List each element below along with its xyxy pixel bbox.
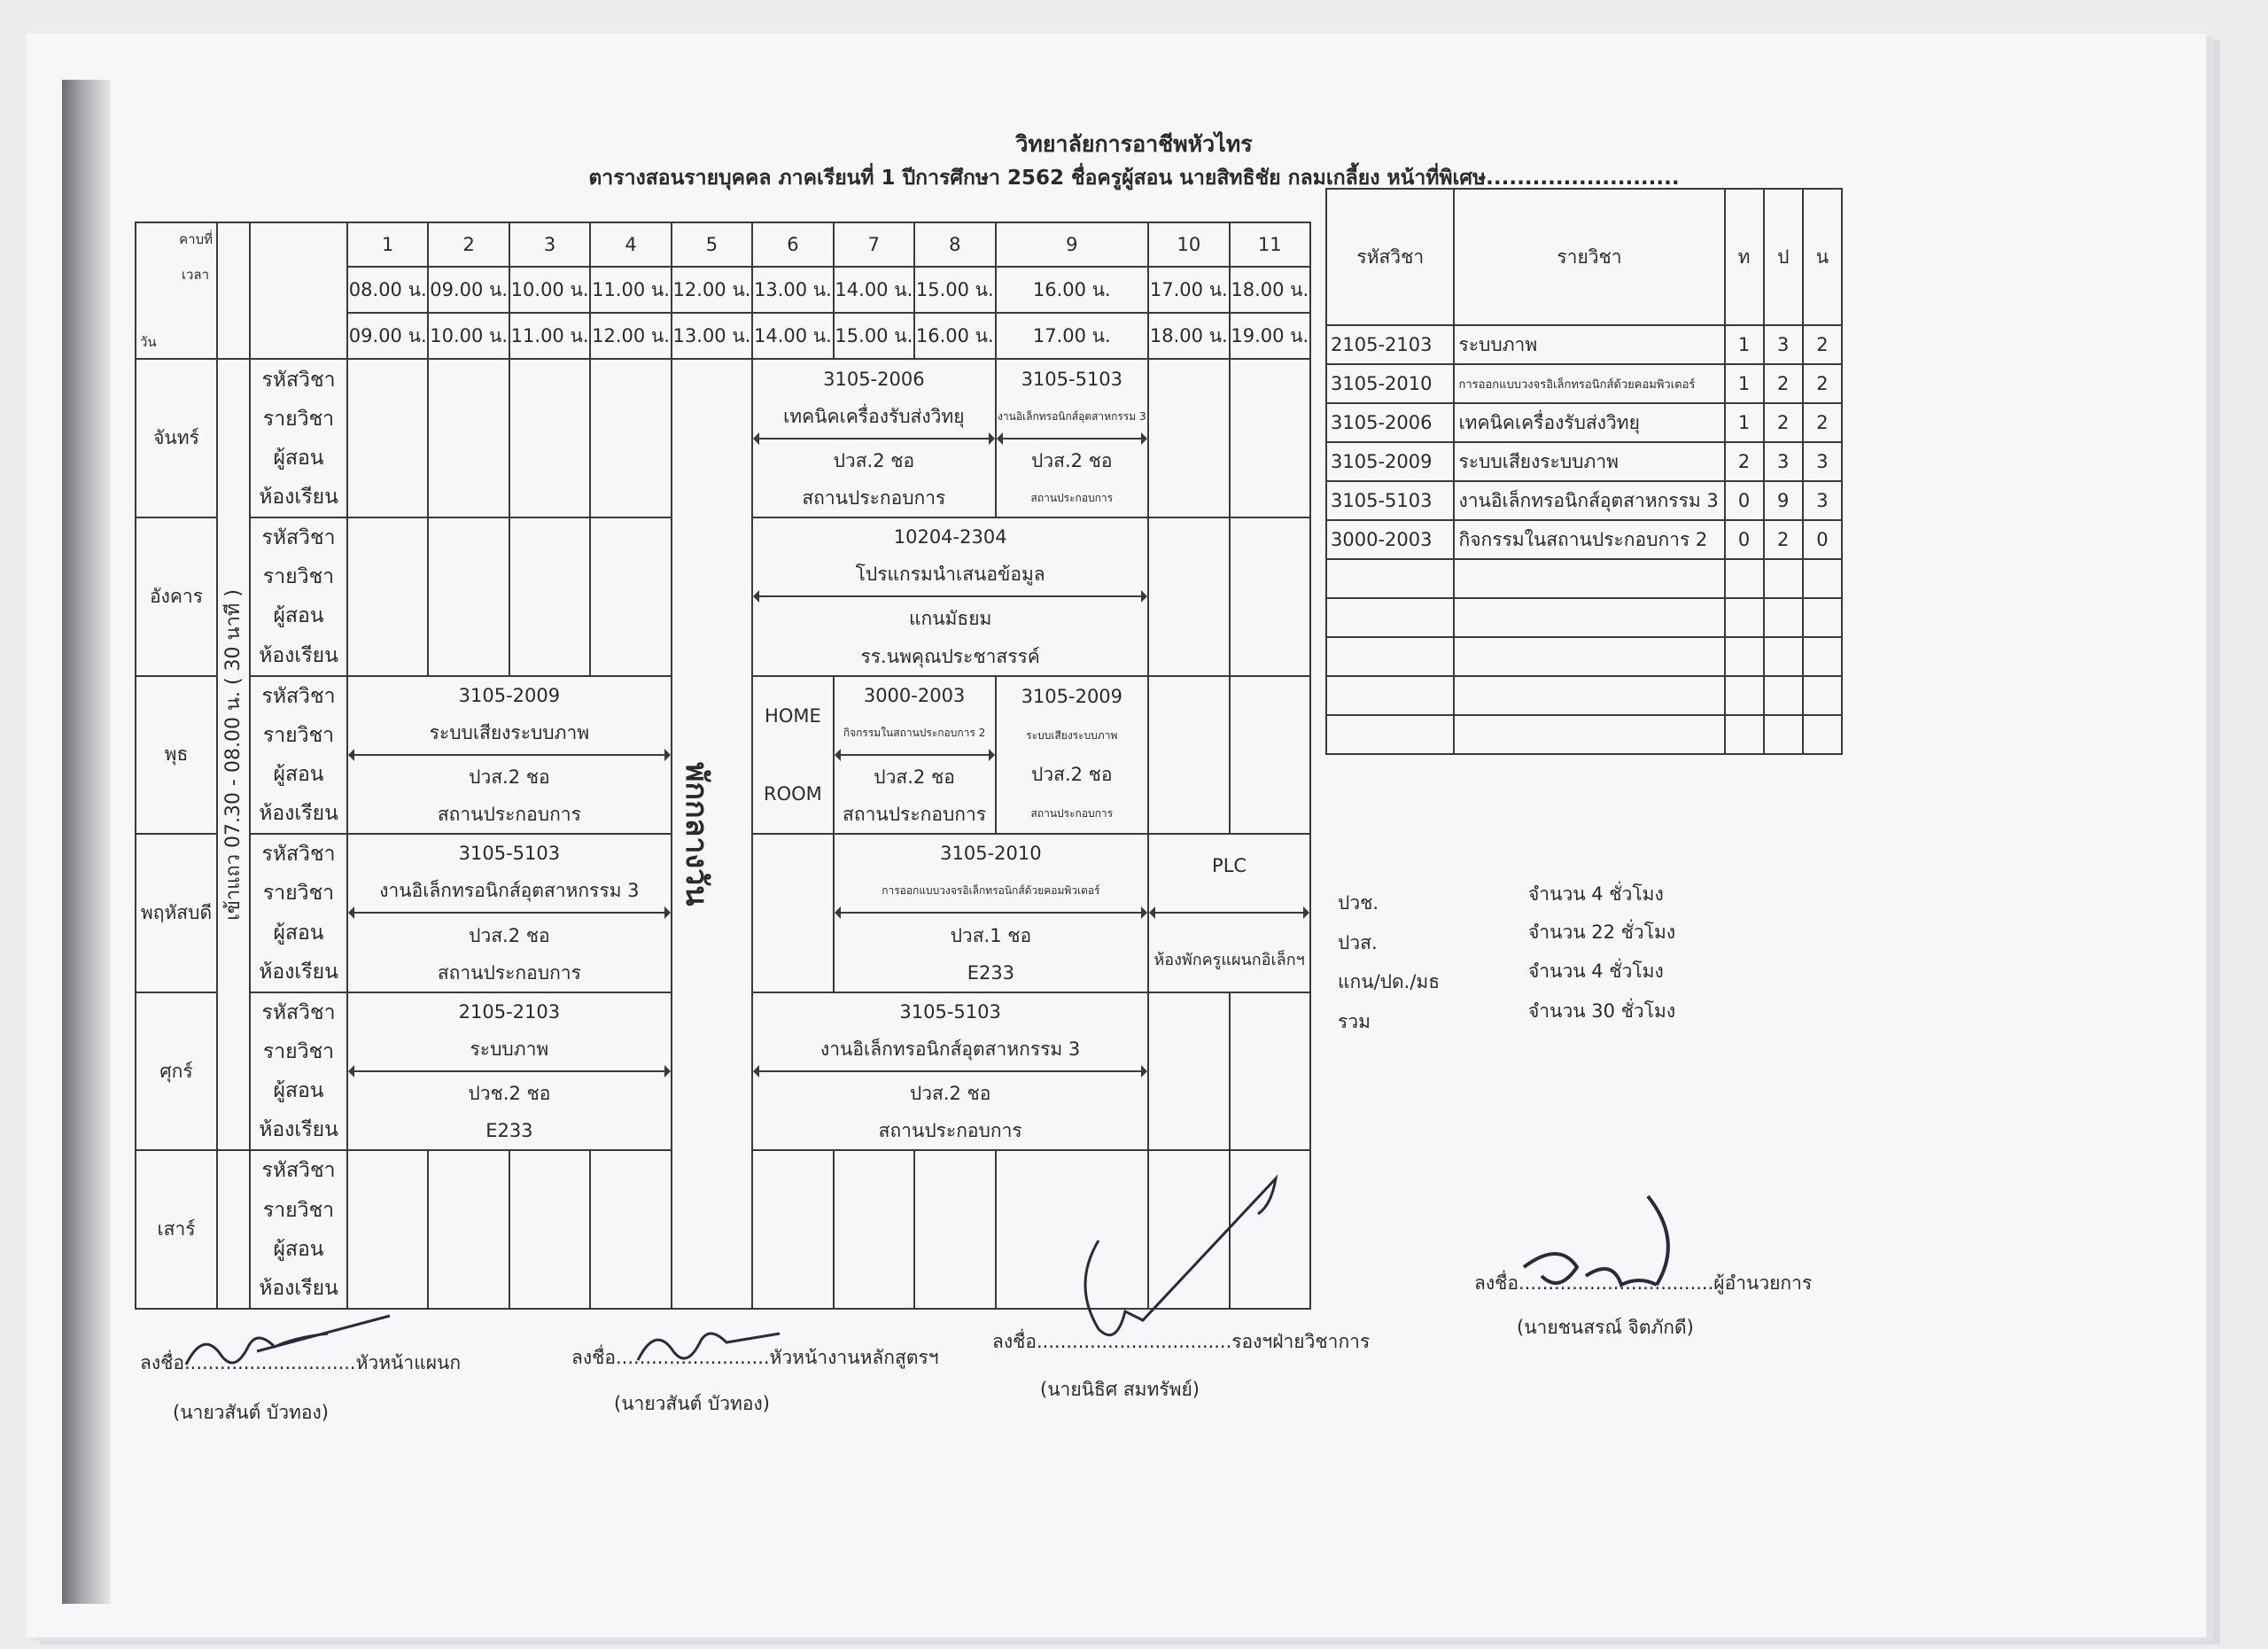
time-end-1: 09.00 น. bbox=[347, 313, 428, 359]
block-class: ปวส.2 ชอ bbox=[1031, 763, 1113, 785]
block-subject: ระบบเสียงระบบภาพ bbox=[1026, 728, 1118, 742]
homeroom-2: ROOM bbox=[764, 783, 822, 805]
summary-label: ปวช. bbox=[1338, 892, 1379, 914]
cell: 2105-2103 bbox=[1326, 325, 1454, 364]
cell: 2 bbox=[1803, 403, 1842, 442]
label-teacher: ผู้สอน bbox=[273, 762, 324, 786]
block-class: ปวส.2 ชอ bbox=[1031, 449, 1113, 471]
col-credit: น bbox=[1803, 189, 1842, 325]
time-start-6: 13.00 น. bbox=[752, 267, 833, 313]
block-code: 3105-5103 bbox=[458, 843, 561, 865]
label-subject: รายวิชา bbox=[262, 882, 335, 906]
label-room: ห้องเรียน bbox=[259, 1118, 338, 1142]
time-start-11: 18.00 น. bbox=[1230, 267, 1310, 313]
signer-name-dept-head: (นายวสันต์ บัวทอง) bbox=[173, 1402, 329, 1423]
period-4: 4 bbox=[590, 222, 671, 267]
label-teacher: ผู้สอน bbox=[273, 1079, 324, 1103]
time-start-7: 14.00 น. bbox=[834, 267, 914, 313]
summary-label: แกน/ปด./มธ bbox=[1338, 971, 1441, 992]
college-title: วิทยาลัยการอาชีพหัวไทร bbox=[1015, 131, 1253, 157]
cell: 2 bbox=[1803, 325, 1842, 364]
period-3: 3 bbox=[509, 222, 590, 267]
summary-value: จำนวน 4 ชั่วโมง bbox=[1528, 883, 1664, 905]
block-room: E233 bbox=[967, 961, 1015, 984]
summary-value: จำนวน 22 ชั่วโมง bbox=[1528, 922, 1676, 943]
cell: 3105-5103 bbox=[1326, 481, 1454, 520]
block-room: สถานประกอบการ bbox=[1030, 491, 1114, 504]
label-subject: รายวิชา bbox=[262, 1198, 335, 1222]
summary-value: จำนวน 30 ชั่วโมง bbox=[1528, 1000, 1676, 1022]
block-room: สถานประกอบการ bbox=[437, 804, 581, 826]
time-start-10: 17.00 น. bbox=[1148, 267, 1229, 313]
corner-time: เวลา bbox=[181, 267, 209, 283]
time-end-6: 14.00 น. bbox=[752, 313, 833, 359]
block-room: สถานประกอบการ bbox=[802, 486, 946, 509]
period-2: 2 bbox=[428, 222, 509, 267]
time-start-2: 09.00 น. bbox=[428, 267, 509, 313]
cell: 2 bbox=[1764, 403, 1803, 442]
col-subject: รายวิชา bbox=[1454, 189, 1724, 325]
time-end-10: 18.00 น. bbox=[1148, 313, 1229, 359]
time-end-4: 12.00 น. bbox=[590, 313, 671, 359]
cell: การออกแบบวงจรอิเล็กทรอนิกส์ด้วยคอมพิวเตอร์ bbox=[1454, 364, 1724, 403]
cell: ระบบภาพ bbox=[1454, 325, 1724, 364]
cell: 3 bbox=[1803, 442, 1842, 481]
morning-note: เข้าแถว 07.30 - 08.00 น. ( 30 นาที ) bbox=[222, 589, 245, 921]
col-theory: ท bbox=[1725, 189, 1764, 325]
cell: 9 bbox=[1764, 481, 1803, 520]
label-code: รหัสวิชา bbox=[261, 368, 336, 392]
block-class: ปวส.2 ชอ bbox=[469, 766, 550, 788]
time-start-8: 15.00 น. bbox=[914, 267, 995, 313]
cell: งานอิเล็กทรอนิกส์อุตสาหกรรม 3 bbox=[1454, 481, 1724, 520]
col-practice: ป bbox=[1764, 189, 1803, 325]
period-1: 1 bbox=[347, 222, 428, 267]
signature-3 bbox=[1085, 1178, 1276, 1335]
day-monday: จันทร์ bbox=[136, 359, 217, 517]
cell: กิจกรรมในสถานประกอบการ 2 bbox=[1454, 520, 1724, 559]
day-friday: ศุกร์ bbox=[136, 992, 217, 1151]
block-room: สถานประกอบการ bbox=[437, 961, 581, 984]
block-class: ปวส.2 ชอ bbox=[833, 449, 915, 471]
cell: 0 bbox=[1725, 481, 1764, 520]
summary-label: ปวส. bbox=[1338, 932, 1378, 953]
block-code: 3105-2010 bbox=[940, 843, 1042, 865]
block-class: ปวส.2 ชอ bbox=[909, 1083, 991, 1105]
signer-name-deputy: (นายนิธิศ สมทรัพย์) bbox=[1040, 1379, 1200, 1400]
block-subject: งานอิเล็กทรอนิกส์อุตสาหกรรม 3 bbox=[820, 1038, 1081, 1060]
label-code: รหัสวิชา bbox=[261, 1159, 336, 1183]
period-7: 7 bbox=[834, 222, 914, 267]
signer-name-director: (นายชนสรณ์ จิตภักดี) bbox=[1517, 1317, 1694, 1338]
block-class: แกนมัธยม bbox=[908, 608, 992, 630]
label-subject: รายวิชา bbox=[262, 407, 335, 431]
signature-line-deputy: ลงชื่อ.................................รองฯฝ่ายวิชาการ bbox=[992, 1331, 1371, 1352]
day-tuesday: อังคาร bbox=[136, 517, 217, 676]
cell: 2 bbox=[1803, 364, 1842, 403]
corner-day: วัน bbox=[140, 334, 157, 351]
time-start-5: 12.00 น. bbox=[672, 267, 752, 313]
block-room: สถานประกอบการ bbox=[1030, 807, 1114, 821]
time-start-9: 16.00 น. bbox=[996, 267, 1149, 313]
block-subject: ระบบภาพ bbox=[470, 1038, 549, 1060]
label-room: ห้องเรียน bbox=[259, 485, 338, 509]
block-code: 3105-5103 bbox=[1021, 368, 1123, 390]
cell: 3105-2010 bbox=[1326, 364, 1454, 403]
day-wednesday: พุธ bbox=[136, 676, 217, 835]
label-room: ห้องเรียน bbox=[259, 1276, 338, 1300]
cell: 3 bbox=[1764, 442, 1803, 481]
time-end-5: 13.00 น. bbox=[672, 313, 752, 359]
label-code: รหัสวิชา bbox=[261, 843, 336, 867]
label-code: รหัสวิชา bbox=[261, 526, 336, 550]
time-start-3: 10.00 น. bbox=[509, 267, 590, 313]
block-code: 3105-2006 bbox=[823, 368, 925, 390]
block-subject: งานอิเล็กทรอนิกส์อุตสาหกรรม 3 bbox=[379, 880, 640, 902]
cell: 1 bbox=[1725, 325, 1764, 364]
cell: ระบบเสียงระบบภาพ bbox=[1454, 442, 1724, 481]
cell: 1 bbox=[1725, 403, 1764, 442]
block-code: 3105-5103 bbox=[899, 1000, 1001, 1023]
label-subject: รายวิชา bbox=[262, 1039, 335, 1063]
cell: เทคนิคเครื่องรับส่งวิทยุ bbox=[1454, 403, 1724, 442]
label-teacher: ผู้สอน bbox=[273, 1237, 324, 1261]
day-thursday: พฤหัสบดี bbox=[136, 834, 217, 992]
signature-line-director: ลงชื่อ.................................ผู้อำนวยการ bbox=[1474, 1272, 1813, 1294]
block-room: รร.นพคุณประชาสรรค์ bbox=[860, 645, 1040, 667]
block-code: 3105-2009 bbox=[458, 684, 561, 706]
block-class: ปวส.2 ชอ bbox=[874, 766, 955, 788]
label-subject: รายวิชา bbox=[262, 723, 335, 747]
period-6: 6 bbox=[752, 222, 833, 267]
signature-line-curriculum: ลงชื่อ..........................หัวหน้างานหลักสูตรฯ bbox=[571, 1347, 939, 1368]
block-room: ห้องพักครูแผนกอิเล็กฯ bbox=[1153, 950, 1305, 969]
block-code: 10204-2304 bbox=[893, 526, 1007, 548]
summary-value: จำนวน 4 ชั่วโมง bbox=[1528, 961, 1664, 982]
lunch-label: พักกลางวัน bbox=[678, 762, 714, 906]
time-end-3: 11.00 น. bbox=[509, 313, 590, 359]
period-8: 8 bbox=[914, 222, 995, 267]
col-code: รหัสวิชา bbox=[1326, 189, 1454, 325]
block-room: สถานประกอบการ bbox=[878, 1120, 1022, 1142]
label-room: ห้องเรียน bbox=[259, 960, 338, 984]
time-end-7: 15.00 น. bbox=[834, 313, 914, 359]
label-subject: รายวิชา bbox=[262, 565, 335, 589]
label-teacher: ผู้สอน bbox=[273, 604, 324, 628]
label-code: รหัสวิชา bbox=[261, 1000, 336, 1024]
block-code: 2105-2103 bbox=[458, 1000, 561, 1023]
label-room: ห้องเรียน bbox=[259, 643, 338, 667]
cell: 1 bbox=[1725, 364, 1764, 403]
block-class: ปวช.2 ชอ bbox=[468, 1083, 551, 1105]
block-subject: โปรแกรมนำเสนอข้อมูล bbox=[855, 564, 1045, 586]
block-class: ปวส.1 ชอ bbox=[950, 924, 1032, 946]
time-end-2: 10.00 น. bbox=[428, 313, 509, 359]
cell: 2 bbox=[1725, 442, 1764, 481]
homeroom-1: HOME bbox=[765, 704, 821, 727]
cell: 2 bbox=[1764, 520, 1803, 559]
time-end-9: 17.00 น. bbox=[996, 313, 1149, 359]
signer-name-curriculum: (นายวสันต์ บัวทอง) bbox=[614, 1393, 770, 1414]
block-code: PLC bbox=[1212, 855, 1247, 877]
time-start-4: 11.00 น. bbox=[590, 267, 671, 313]
label-room: ห้องเรียน bbox=[259, 802, 338, 826]
time-end-11: 19.00 น. bbox=[1230, 313, 1310, 359]
block-subject: งานอิเล็กทรอนิกส์อุตสาหกรรม 3 bbox=[998, 409, 1146, 423]
cell: 3105-2006 bbox=[1326, 403, 1454, 442]
cell: 3 bbox=[1803, 481, 1842, 520]
cell: 0 bbox=[1803, 520, 1842, 559]
block-subject: การออกแบบวงจรอิเล็กทรอนิกส์ด้วยคอมพิวเตอร์ bbox=[882, 884, 1100, 898]
period-9: 9 bbox=[996, 222, 1149, 267]
cell: 3105-2009 bbox=[1326, 442, 1454, 481]
signature-line-dept-head: ลงชื่อ.............................หัวหน้าแผนก bbox=[140, 1352, 462, 1373]
label-code: รหัสวิชา bbox=[261, 684, 336, 708]
block-subject: กิจกรรมในสถานประกอบการ 2 bbox=[843, 726, 986, 739]
day-saturday: เสาร์ bbox=[136, 1150, 217, 1309]
time-start-1: 08.00 น. bbox=[347, 267, 428, 313]
block-subject: ระบบเสียงระบบภาพ bbox=[429, 721, 590, 743]
schedule-subtitle: ตารางสอนรายบุคคล ภาคเรียนที่ 1 ปีการศึกษา 2562 ชื่อครูผู้สอน นายสิทธิชัย กลมเกลี้ยง หน้าที่พิเศษ......................... bbox=[588, 167, 1680, 190]
label-teacher: ผู้สอน bbox=[273, 921, 324, 945]
period-10: 10 bbox=[1148, 222, 1229, 267]
block-subject: เทคนิคเครื่องรับส่งวิทยุ bbox=[783, 405, 965, 427]
time-end-8: 16.00 น. bbox=[914, 313, 995, 359]
period-11: 11 bbox=[1230, 222, 1310, 267]
cell: 0 bbox=[1725, 520, 1764, 559]
cell: 3 bbox=[1764, 325, 1803, 364]
block-room: E233 bbox=[485, 1120, 533, 1142]
period-5: 5 bbox=[672, 222, 752, 267]
cell: 2 bbox=[1764, 364, 1803, 403]
summary-label: รวม bbox=[1338, 1011, 1371, 1032]
block-room: สถานประกอบการ bbox=[843, 804, 987, 826]
label-teacher: ผู้สอน bbox=[273, 446, 324, 470]
block-code: 3105-2009 bbox=[1021, 685, 1123, 707]
corner-period: คาบที่ bbox=[179, 231, 213, 247]
block-code: 3000-2003 bbox=[863, 684, 966, 706]
cell: 3000-2003 bbox=[1326, 520, 1454, 559]
block-class: ปวส.2 ชอ bbox=[469, 924, 550, 946]
